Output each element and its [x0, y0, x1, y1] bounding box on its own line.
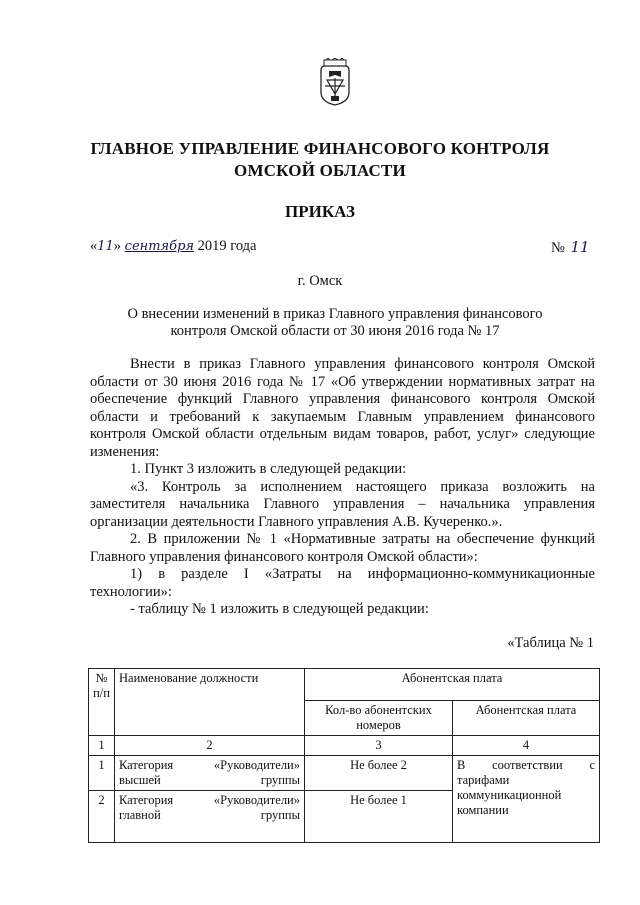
header-fee-sub: Абонентская плата [453, 701, 600, 736]
date-year: 2019 года [197, 238, 257, 254]
table-caption: «Таблица № 1 [507, 635, 594, 651]
handwritten-month: сентября [124, 239, 195, 254]
column-number: 1 [89, 736, 115, 756]
body-paragraph-3: «3. Контроль за исполнением настоящего приказа возложить на заместителя начальника Главного управления – начальника управления организации деятельности Главного управления А.В. Кучеренко.». [90, 478, 595, 530]
row-count: Не более 2 [305, 756, 453, 791]
handwritten-day: 11 [97, 239, 114, 254]
column-number: 3 [305, 736, 453, 756]
omsk-coat-of-arms-icon [319, 58, 351, 106]
handwritten-number: 11 [570, 238, 590, 256]
order-number: № 11 [551, 238, 590, 256]
column-numbers-row [89, 736, 600, 756]
organization-name-line2: ОМСКОЙ ОБЛАСТИ [234, 161, 406, 180]
body-paragraph-5: 1) в разделе I «Затраты на информационно-коммуникационные технологии»: [90, 566, 595, 600]
order-subject: О внесении изменений в приказ Главного управления финансового контроля Омской области от 30 июня 2016 года № 17 [127, 306, 543, 339]
body-paragraph-4: 2. В приложении № 1 «Нормативные затраты на обеспечение функций Главного управления финансового контроля Омской области»: [90, 531, 595, 565]
document-type-title: ПРИКАЗ [285, 202, 355, 221]
row-position: Категория «Руководители» высшей группы [115, 756, 305, 791]
body-paragraph-2: 1. Пункт 3 изложить в следующей редакции: [130, 461, 407, 477]
row-number: 2 [89, 791, 115, 843]
header-fee: Абонентская плата [305, 669, 600, 701]
fee-conditions: В соответствии с тарифами коммуникационной компании [453, 756, 600, 843]
header-number: № п/п [89, 669, 115, 736]
column-number: 4 [453, 736, 600, 756]
body-paragraph-6: - таблицу № 1 изложить в следующей редакции: [130, 601, 429, 617]
column-number: 2 [115, 736, 305, 756]
order-date: «11» сентября 2019 года [90, 238, 257, 254]
row-count: Не более 1 [305, 791, 453, 843]
table-1 [88, 668, 600, 843]
body-paragraph-1: Внести в приказ Главного управления финансового контроля Омской области от 30 июня 2016 года № 17 «Об утверждении нормативных затрат на обеспечение функций Главного управления финансового контроля Омской области и требований к закупаемым Главным управлением финансового контроля Омской области отдельным видам товаров, работ, услуг» следующие изменения: [90, 356, 595, 460]
header-position: Наименование должности [115, 669, 305, 736]
row-position: Категория «Руководители» главной группы [115, 791, 305, 843]
order-body [90, 356, 595, 619]
city: г. Омск [297, 273, 343, 289]
table-row [89, 756, 600, 791]
header-count: Кол-во абонентских номеров [305, 701, 453, 736]
organization-name-line1: ГЛАВНОЕ УПРАВЛЕНИЕ ФИНАНСОВОГО КОНТРОЛЯ [90, 139, 550, 158]
row-number: 1 [89, 756, 115, 791]
